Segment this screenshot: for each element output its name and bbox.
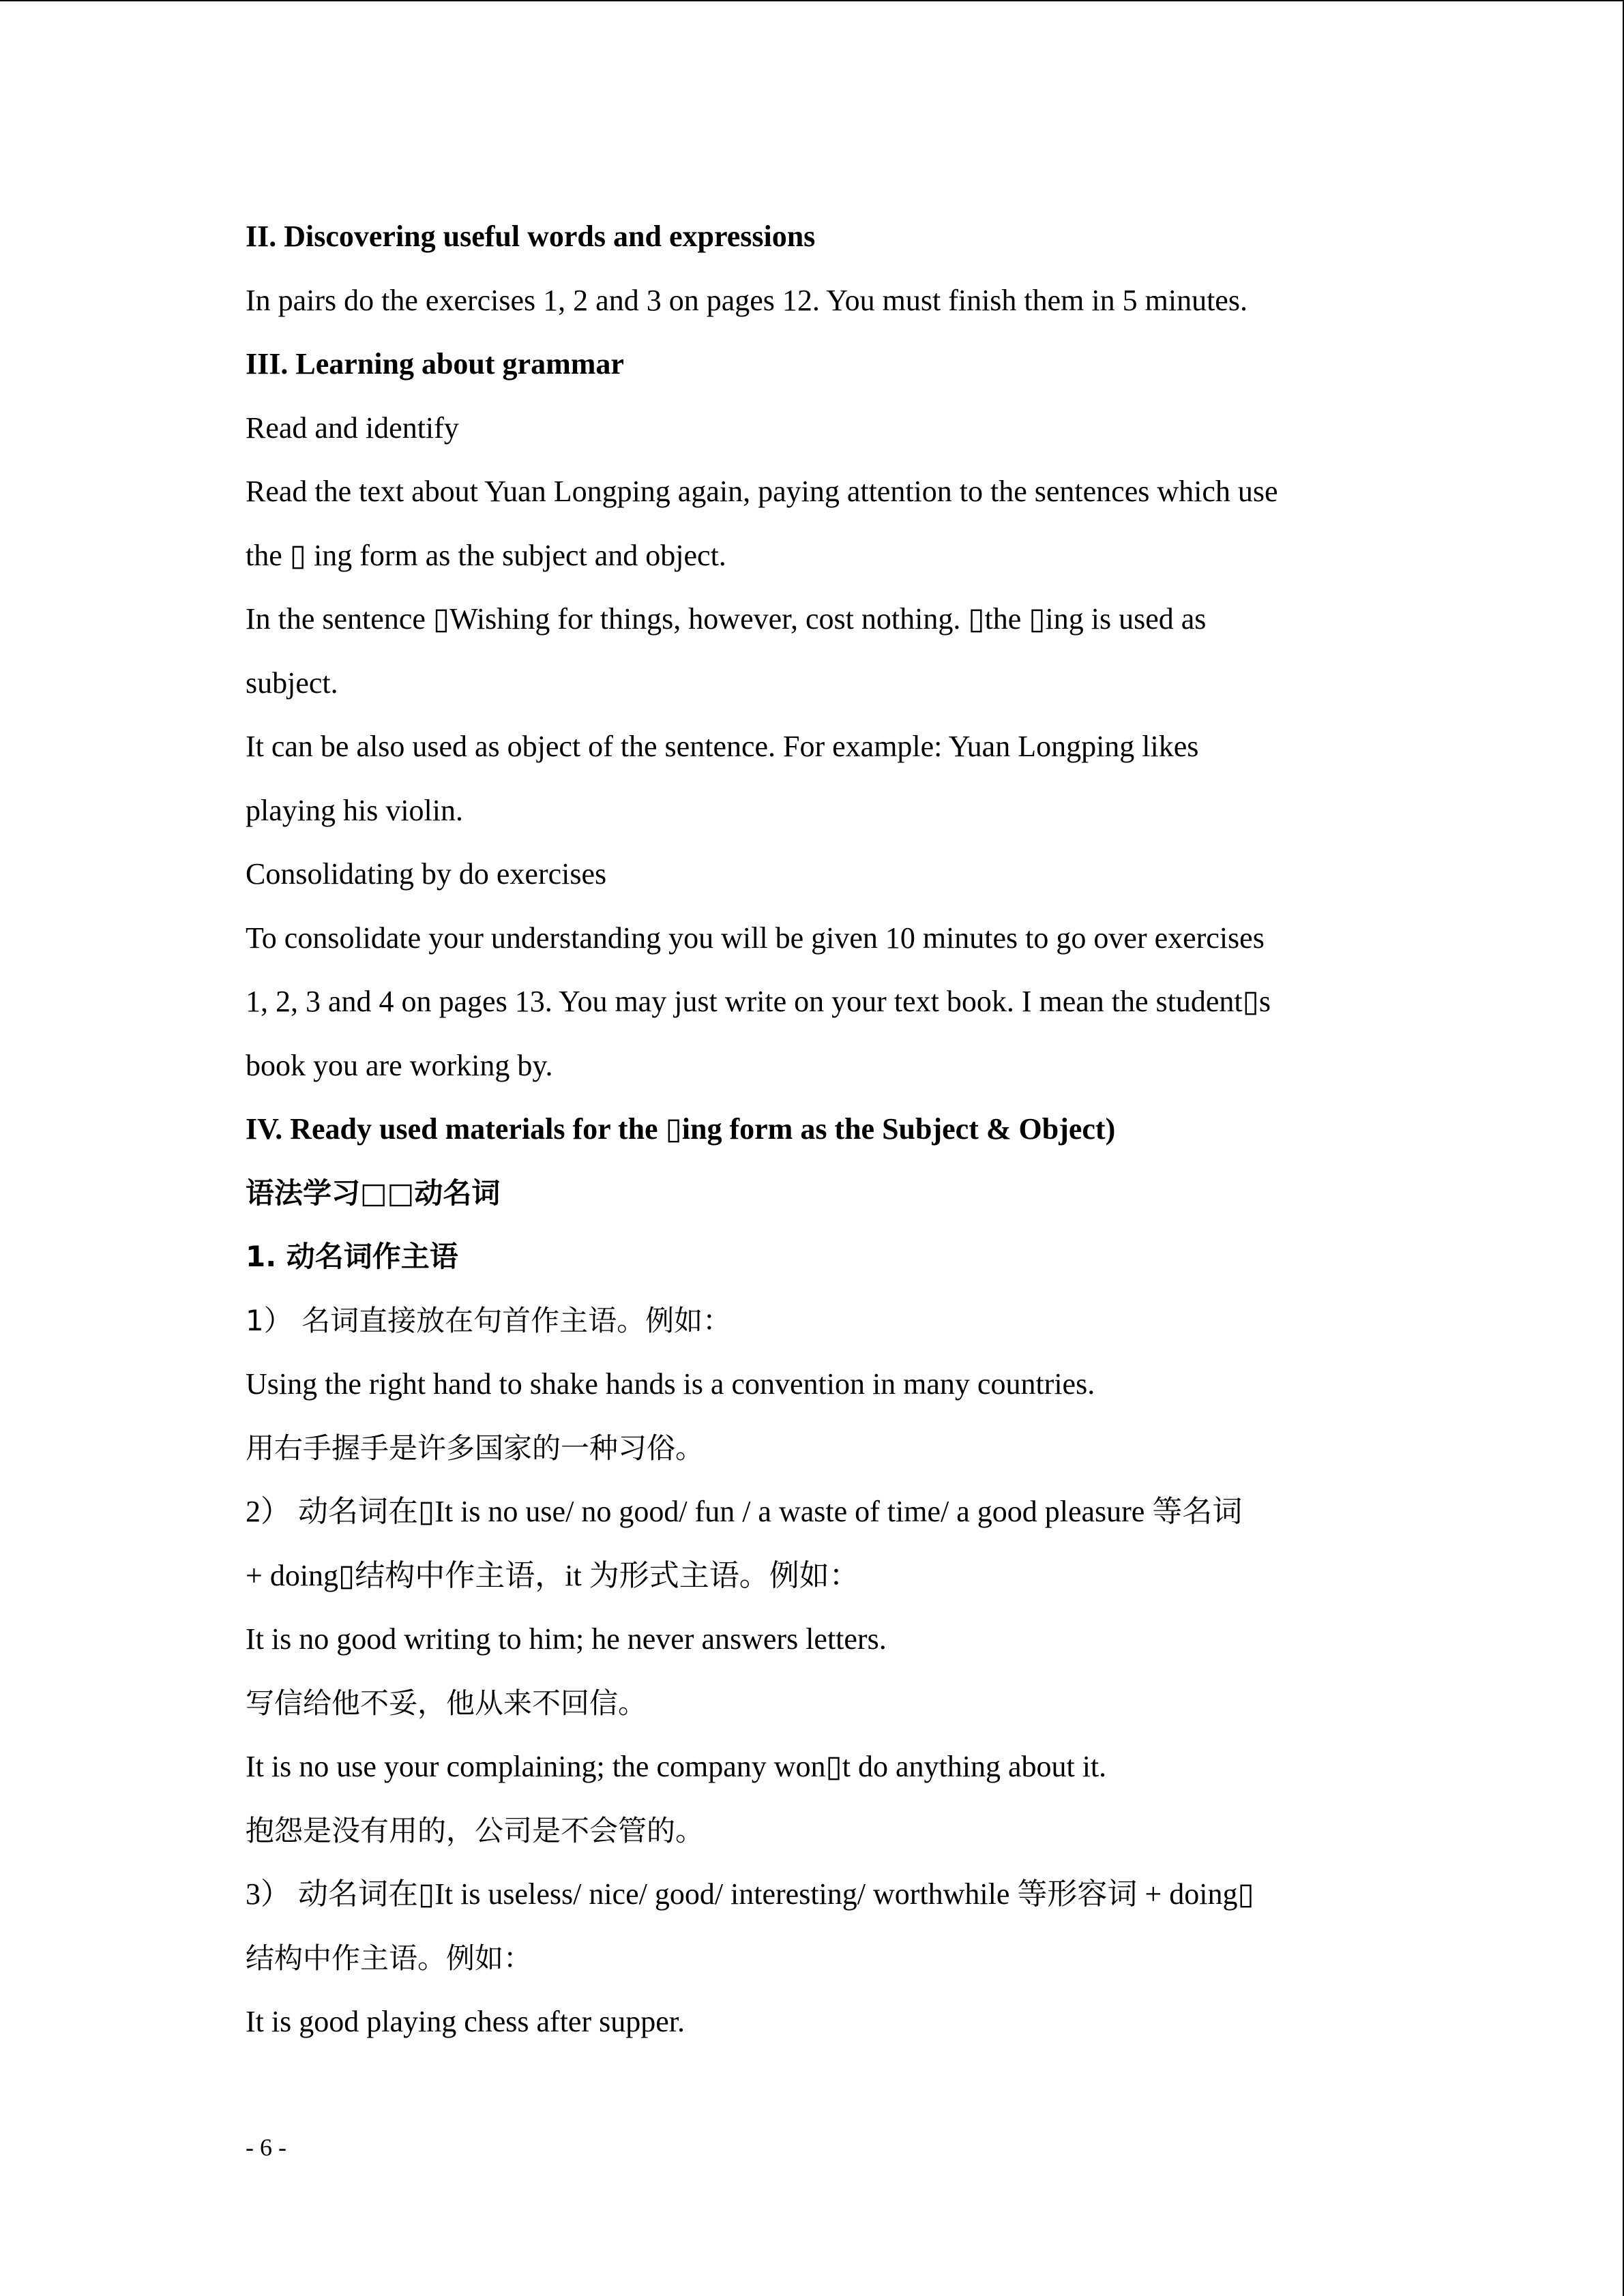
paragraph-line: To consolidate your understanding you will be given 10 minutes to go over exercises xyxy=(246,921,1265,955)
section-heading-iii: III. Learning about grammar xyxy=(246,347,624,381)
rule-2: 2） 动名词在▯It is no use/ no good/ fun / a waste of time/ a good pleasure 等名词 xyxy=(246,1495,1243,1528)
paragraph-line: book you are working by. xyxy=(246,1048,553,1082)
section-heading-ii: II. Discovering useful words and expressions xyxy=(246,220,816,253)
paragraph-line: It can be also used as object of the sentence. For example: Yuan Longping likes xyxy=(246,730,1199,763)
paragraph-line: Read the text about Yuan Longping again, paying attention to the sentences which use xyxy=(246,475,1278,508)
paragraph-line: playing his violin. xyxy=(246,793,463,827)
grammar-subheading-1: 1. 动名词作主语 xyxy=(246,1240,458,1273)
section-heading-iv: IV. Ready used materials for the ▯ing form as the Subject & Object) xyxy=(246,1112,1116,1146)
rule-3-cont: 结构中作主语。例如： xyxy=(246,1941,533,1975)
example-en: Using the right hand to shake hands is a convention in many countries. xyxy=(246,1367,1095,1401)
example-en: It is no good writing to him; he never answers letters. xyxy=(246,1622,887,1656)
paragraph-line: subject. xyxy=(246,666,338,700)
example-en: It is no use your complaining; the company won▯t do anything about it. xyxy=(246,1750,1107,1783)
document-body xyxy=(246,205,1391,2054)
page-number: - 6 - xyxy=(246,2134,286,2161)
example-en: It is good playing chess after supper. xyxy=(246,2005,685,2038)
grammar-heading: 语法学习□□动名词 xyxy=(246,1176,501,1210)
example-cn: 用右手握手是许多国家的一种习俗。 xyxy=(246,1431,705,1465)
subheading-read-identify: Read and identify xyxy=(246,411,459,445)
subheading-consolidating: Consolidating by do exercises xyxy=(246,857,607,891)
example-cn: 写信给他不妥，他从来不回信。 xyxy=(246,1686,647,1720)
paragraph-line: the ▯ ing form as the subject and object. xyxy=(246,538,726,572)
paragraph-line: In pairs do the exercises 1, 2 and 3 on pages 12. You must finish them in 5 minutes. xyxy=(246,283,1247,317)
example-cn: 抱怨是没有用的，公司是不会管的。 xyxy=(246,1813,705,1847)
rule-1: 1） 名词直接放在句首作主语。例如： xyxy=(246,1303,732,1337)
rule-3: 3） 动名词在▯It is useless/ nice/ good/ interesting/ worthwhile 等形容词 + doing▯ xyxy=(246,1877,1254,1911)
rule-2-cont: + doing▯结构中作主语，it 为形式主语。例如： xyxy=(246,1558,859,1592)
paragraph-line: 1, 2, 3 and 4 on pages 13. You may just write on your text book. I mean the student▯s xyxy=(246,985,1271,1018)
paragraph-line: In the sentence ▯Wishing for things, however, cost nothing. ▯the ▯ing is used as xyxy=(246,602,1207,636)
